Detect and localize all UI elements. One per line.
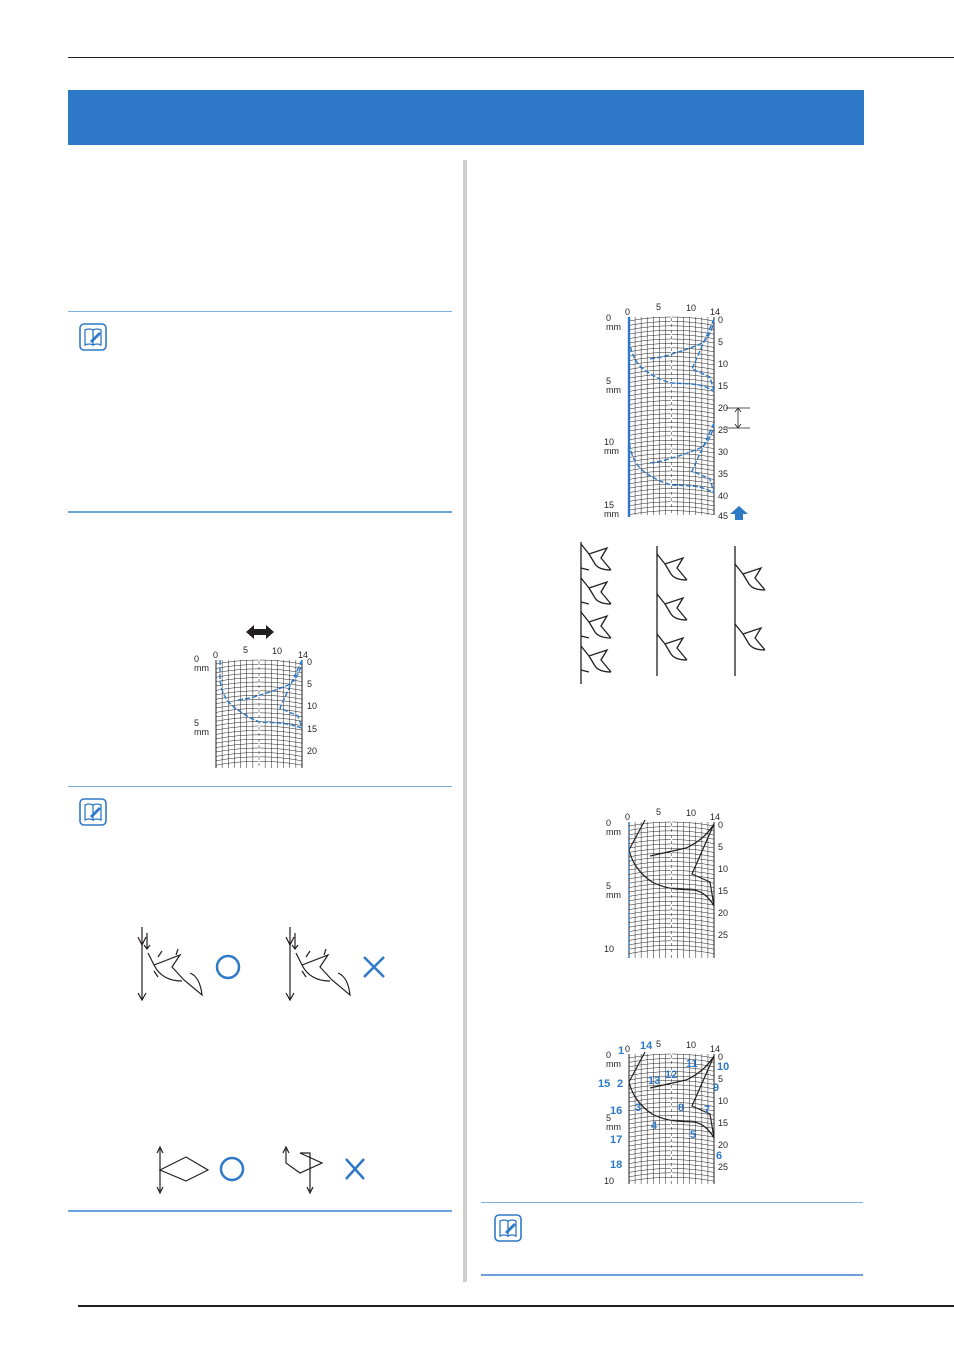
grid-top-label: 0 bbox=[213, 650, 219, 660]
grid-right-label: 0 bbox=[307, 657, 313, 667]
grid-right-label: 10 bbox=[307, 701, 318, 711]
point-label: 4 bbox=[651, 1120, 658, 1132]
grid-sheet-small bbox=[190, 645, 330, 772]
point-label: 6 bbox=[716, 1150, 723, 1162]
point-label: 3 bbox=[635, 1102, 642, 1114]
column-divider bbox=[463, 160, 467, 1282]
grid-top-label: 5 bbox=[656, 1039, 662, 1049]
grid-sheet-large bbox=[604, 302, 754, 521]
grid-left-label bbox=[604, 437, 619, 456]
cross-mark-icon bbox=[346, 1159, 364, 1179]
grid-right-label: 0 bbox=[718, 820, 724, 830]
label-num: 5 bbox=[606, 1113, 612, 1123]
memo-pencil-icon bbox=[493, 1213, 523, 1243]
grid-right-label: 0 bbox=[718, 1052, 724, 1062]
grid-right-label: 20 bbox=[718, 403, 729, 413]
point-label: 18 bbox=[610, 1159, 623, 1171]
grid-right-label: 30 bbox=[718, 447, 729, 457]
memo-bottom-rule bbox=[481, 1274, 863, 1276]
grid-right-label: 40 bbox=[718, 491, 729, 501]
grid-right-label: 20 bbox=[718, 908, 729, 918]
point-label: 8 bbox=[678, 1102, 685, 1114]
label-unit: mm bbox=[194, 663, 209, 673]
memo-top-rule bbox=[481, 1202, 863, 1203]
grid-left-label bbox=[194, 654, 209, 673]
grid-sheet-numbered bbox=[598, 1039, 754, 1190]
memo-pencil-icon bbox=[78, 322, 108, 352]
point-label: 2 bbox=[617, 1078, 624, 1090]
point-label: 5 bbox=[690, 1129, 697, 1141]
grid-left-label: 10 bbox=[604, 1176, 615, 1186]
cross-mark-icon bbox=[364, 957, 384, 977]
grid-left-label bbox=[606, 818, 621, 837]
grid-left-label: 10 bbox=[604, 944, 615, 954]
memo-top-rule bbox=[68, 786, 452, 787]
grid-top-label: 0 bbox=[625, 307, 631, 317]
grid-right-label: 45 bbox=[718, 511, 729, 521]
grid-top-label: 10 bbox=[686, 808, 697, 818]
label-unit: mm bbox=[604, 509, 619, 519]
grid-right-label: 10 bbox=[718, 359, 729, 369]
point-label: 1 bbox=[618, 1045, 625, 1057]
grid-top-label: 5 bbox=[656, 807, 662, 817]
grid-right-label: 5 bbox=[718, 1074, 724, 1084]
label-num: 5 bbox=[194, 718, 200, 728]
footer-rule bbox=[78, 1305, 954, 1307]
grid-right-label: 35 bbox=[718, 469, 729, 479]
grid-right-label: 5 bbox=[718, 842, 724, 852]
memo-bottom-rule bbox=[68, 511, 452, 513]
grid-left-label bbox=[606, 881, 621, 900]
label-unit: mm bbox=[606, 385, 621, 395]
label-unit: mm bbox=[604, 446, 619, 456]
grid-right-label: 20 bbox=[307, 746, 318, 756]
stitch-samples bbox=[575, 540, 785, 688]
spacing-arrow-icon bbox=[735, 408, 741, 428]
label-num: 5 bbox=[606, 881, 612, 891]
stitch-direction-comparison bbox=[132, 925, 392, 1005]
grid-top-label: 5 bbox=[243, 645, 249, 655]
grid-top-label: 10 bbox=[686, 303, 697, 313]
grid-right-label: 20 bbox=[718, 1140, 729, 1150]
grid-right-label: 15 bbox=[718, 381, 729, 391]
grid-right-label: 25 bbox=[718, 425, 729, 435]
motif-medium bbox=[657, 554, 687, 660]
point-label: 17 bbox=[610, 1134, 623, 1146]
memo-top-rule bbox=[68, 311, 452, 312]
grid-left-label bbox=[606, 313, 621, 332]
grid-right-label: 15 bbox=[718, 886, 729, 896]
motif-sparse bbox=[735, 564, 765, 650]
grid-right-label: 10 bbox=[718, 864, 729, 874]
grid-lines bbox=[629, 315, 714, 515]
point-label: 9 bbox=[713, 1082, 720, 1094]
left-right-arrow-icon bbox=[246, 624, 274, 640]
grid-top-label: 5 bbox=[656, 302, 662, 312]
label-unit: mm bbox=[194, 727, 209, 737]
up-arrow-icon bbox=[730, 506, 748, 520]
grid-right-label: 10 bbox=[718, 1096, 729, 1106]
grid-top-label: 14 bbox=[710, 1044, 721, 1054]
grid-top-label: 10 bbox=[272, 646, 283, 656]
motif-dense bbox=[581, 544, 611, 672]
label-unit: mm bbox=[606, 890, 621, 900]
grid-right-label: 25 bbox=[718, 1162, 729, 1172]
grid-right-label: 25 bbox=[718, 930, 729, 940]
label-num: 0 bbox=[606, 313, 612, 323]
section-banner bbox=[68, 90, 864, 145]
label-unit: mm bbox=[606, 827, 621, 837]
grid-right-label: 15 bbox=[718, 1118, 729, 1128]
label-num: 0 bbox=[606, 818, 612, 828]
label-num: 10 bbox=[604, 437, 615, 447]
label-num: 0 bbox=[606, 1050, 612, 1060]
label-unit: mm bbox=[606, 322, 621, 332]
grid-left-label bbox=[604, 500, 619, 519]
point-label: 15 bbox=[598, 1078, 611, 1090]
point-label: 10 bbox=[717, 1061, 730, 1073]
label-unit: mm bbox=[606, 1122, 621, 1132]
grid-lines bbox=[216, 658, 302, 768]
grid-left-label bbox=[606, 376, 621, 395]
grid-top-label: 0 bbox=[625, 812, 631, 822]
grid-top-label: 14 bbox=[710, 812, 721, 822]
grid-top-label: 14 bbox=[710, 307, 721, 317]
label-num: 0 bbox=[194, 654, 200, 664]
memo-pencil-icon bbox=[78, 797, 108, 827]
grid-left-label bbox=[194, 718, 209, 737]
point-label: 16 bbox=[610, 1105, 623, 1117]
label-unit: mm bbox=[606, 1059, 621, 1069]
label-num: 5 bbox=[606, 376, 612, 386]
circle-mark-icon bbox=[217, 956, 239, 978]
point-label: 13 bbox=[648, 1075, 661, 1087]
header-rule bbox=[68, 57, 954, 58]
label-num: 15 bbox=[604, 500, 615, 510]
point-label: 7 bbox=[704, 1104, 711, 1116]
grid-top-label: 10 bbox=[686, 1040, 697, 1050]
shape-closing-comparison bbox=[150, 1145, 380, 1195]
circle-mark-icon bbox=[221, 1158, 243, 1180]
grid-right-label: 0 bbox=[718, 315, 724, 325]
grid-sheet-outline bbox=[604, 807, 754, 960]
grid-top-label: 14 bbox=[298, 650, 309, 660]
point-label: 12 bbox=[665, 1069, 678, 1081]
point-label: 14 bbox=[640, 1040, 653, 1052]
grid-right-label: 5 bbox=[718, 337, 724, 347]
grid-top-label: 0 bbox=[625, 1044, 631, 1054]
point-label: 11 bbox=[686, 1058, 698, 1070]
grid-right-label: 15 bbox=[307, 724, 318, 734]
memo-bottom-rule bbox=[68, 1210, 452, 1212]
grid-right-label: 5 bbox=[307, 679, 313, 689]
